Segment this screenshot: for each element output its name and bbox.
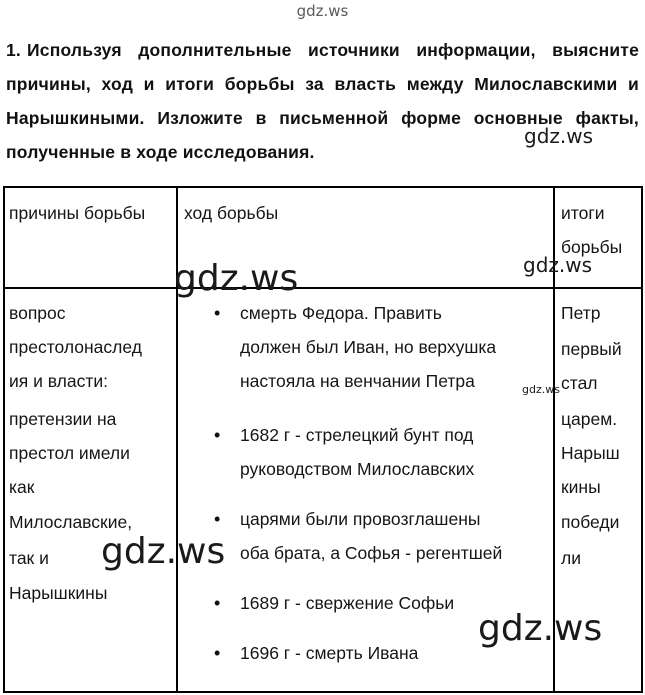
watermark: gdz.ws [174,258,299,299]
header-causes: причины борьбы [9,203,146,223]
table-top-border [3,186,643,188]
course-item-2-line-1: 1682 г - стрелецкий бунт под [240,425,474,445]
course-item-1-line-2: должен был Иван, но верхушка [240,337,497,357]
course-item-2-line-2: руководством Милославских [240,459,475,479]
task-number: 1. [6,40,21,60]
results-line: ли [561,548,581,568]
watermark: gdz.ws [101,531,226,572]
course-item-1-line-3: настояла на венчании Петра [240,371,475,391]
watermark-top: gdz.ws [296,2,349,20]
watermark: gdz.ws [524,124,594,148]
table-right-border [641,186,643,693]
causes-line: так и [9,548,49,568]
header-results-line-1: итоги [561,203,605,223]
causes-line: Нарышкины [9,583,108,603]
causes-line: Милославские, [9,512,133,532]
task-text: Используя дополнительные источники информации, выясните причины, ход и итоги борьбы за власть между Милославскими и Нарышкиными. Изложите в письменной форме основные факты, полученные в ходе исследования. [6,40,639,162]
header-results-line-2: борьбы [561,237,623,257]
course-item-3-line-2: оба брата, а Софья - регентшей [240,543,503,563]
watermark: gdz.ws [523,253,593,277]
bullet-icon: • [214,643,221,663]
results-line: стал [561,373,598,393]
results-line: первый [561,339,622,359]
results-line: кины [561,477,601,497]
causes-line: как [9,477,35,497]
bullet-icon: • [214,509,221,529]
bullet-icon: • [214,593,221,613]
course-item-4-line-1: 1689 г - свержение Софьи [240,593,455,613]
table-left-border [3,186,5,693]
results-line: Нарыш [561,443,620,463]
table-bottom-border [3,691,643,693]
causes-line: вопрос [9,303,66,323]
header-course: ход борьбы [184,203,279,223]
watermark: gdz.ws [522,383,560,396]
bullet-icon: • [214,303,221,323]
task-statement [6,33,639,169]
causes-line: престол имели [9,443,130,463]
course-item-5-line-1: 1696 г - смерть Ивана [240,643,419,663]
course-item-3-line-1: царями были провозглашены [240,509,481,529]
results-line: царем. [561,409,618,429]
causes-line: претензии на [9,409,117,429]
causes-line: ия и власти: [9,371,108,391]
results-line: победи [561,512,620,532]
results-line: Петр [561,303,601,323]
table-header-divider [3,287,643,289]
watermark: gdz.ws [478,608,603,649]
bullet-icon: • [214,425,221,445]
causes-line: престолонаслед [9,337,142,357]
course-item-1-line-1: смерть Федора. Править [240,303,442,323]
